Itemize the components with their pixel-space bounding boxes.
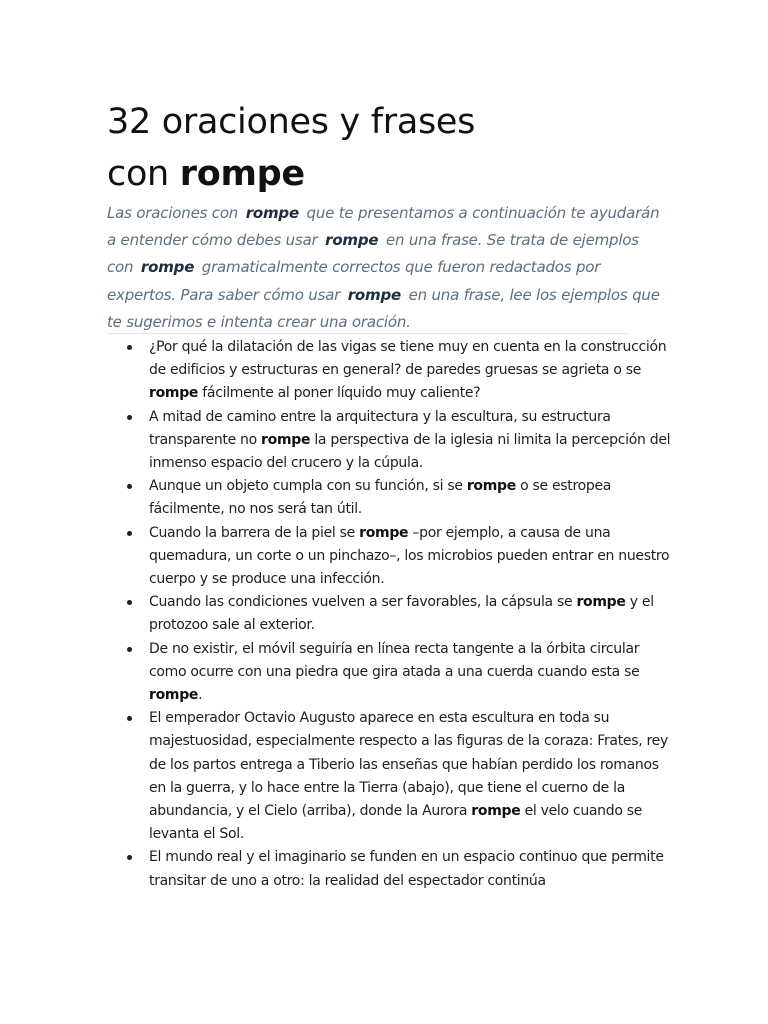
example-list <box>107 336 679 893</box>
page-title <box>107 96 667 200</box>
list-item <box>149 406 679 476</box>
title-line-1: 32 oraciones y frases <box>107 102 476 142</box>
example-text: Cuando las condiciones vuelven a ser favorables, la cápsula se <box>149 594 573 611</box>
title-keyword: rompe <box>179 154 305 194</box>
example-text: Cuando la barrera de la piel se <box>149 524 355 541</box>
example-keyword: rompe <box>261 431 311 448</box>
list-item <box>149 638 679 708</box>
intro-paragraph <box>107 200 667 336</box>
bullet-icon <box>127 716 132 721</box>
example-keyword: rompe <box>359 524 409 541</box>
bullet-icon <box>127 600 132 605</box>
intro-keyword: rompe <box>325 231 379 250</box>
list-item <box>149 475 679 521</box>
example-text: ¿Por qué la dilatación de las vigas se tiene muy en cuenta en la construcción de edificios y estructuras en general? de paredes gruesas se agrieta o se <box>149 339 667 379</box>
list-item <box>149 591 679 637</box>
example-keyword: rompe <box>471 803 521 820</box>
intro-text: en una frase. Se trata de ejemplos con <box>107 231 639 277</box>
bullet-icon <box>127 647 132 652</box>
example-text: El mundo real y el imaginario se funden en un espacio continuo que permite transitar de uno a otro: la realidad del espectador continúa <box>149 849 664 889</box>
example-text: El emperador Octavio Augusto aparece en esta escultura en toda su majestuosidad, especialmente respecto a las figuras de la coraza: Frates, rey de los partos entrega a Tiberio las enseñas que habían perdido los romanos en la guerra, y lo hace entre la Tierra (abajo), que tiene el cuerno de la abundancia, y el Cielo (arriba), donde la Aurora <box>149 710 668 820</box>
list-item <box>149 522 679 592</box>
example-text: Aunque un objeto cumpla con su función, si se <box>149 478 463 495</box>
example-text: la perspectiva de la iglesia ni limita la percepción del inmenso espacio del crucero y la cúpula. <box>149 431 671 472</box>
example-text: A mitad de camino entre la arquitectura y la escultura, su estructura transparente no <box>149 408 611 448</box>
intro-keyword: rompe <box>140 258 195 277</box>
list-item <box>149 707 679 846</box>
example-text: el velo cuando se levanta el Sol. <box>149 803 643 843</box>
bullet-icon <box>127 484 132 489</box>
divider <box>107 333 628 334</box>
example-keyword: rompe <box>466 478 516 495</box>
example-keyword: rompe <box>576 594 626 611</box>
example-keyword: rompe <box>149 687 199 704</box>
list-item <box>149 336 679 406</box>
bullet-icon <box>127 531 132 536</box>
intro-text: en una frase, lee los ejemplos que te sugerimos e intenta crear una oración. <box>107 285 660 331</box>
bullet-icon <box>127 345 132 350</box>
intro-keyword: rompe <box>347 285 401 304</box>
list-item <box>149 846 679 892</box>
intro-text: que te presentamos a continuación te ayudarán a entender cómo debes usar <box>107 204 660 250</box>
example-keyword: rompe <box>149 385 199 402</box>
intro-text: Las oraciones con <box>107 204 239 222</box>
example-text: –por ejemplo, a causa de una quemadura, un corte o un pinchazo–, los microbios pueden entrar en nuestro cuerpo y se produce una infección. <box>149 524 670 588</box>
bullet-icon <box>127 855 132 860</box>
example-text: o se estropea fácilmente, no nos será tan útil. <box>149 478 612 518</box>
title-line-2: con <box>107 154 169 194</box>
example-text: fácilmente al poner líquido muy caliente? <box>202 385 481 402</box>
example-text: . <box>198 687 203 704</box>
intro-keyword: rompe <box>245 204 299 222</box>
intro-text: gramaticalmente correctos que fueron redactados por expertos. Para saber cómo usar <box>107 258 601 304</box>
example-text: y el protozoo sale al exterior. <box>149 594 654 634</box>
example-text: De no existir, el móvil seguiría en línea recta tangente a la órbita circular como ocurre con una piedra que gira atada a una cuerda cuando esta se <box>149 640 640 680</box>
bullet-icon <box>127 415 132 420</box>
